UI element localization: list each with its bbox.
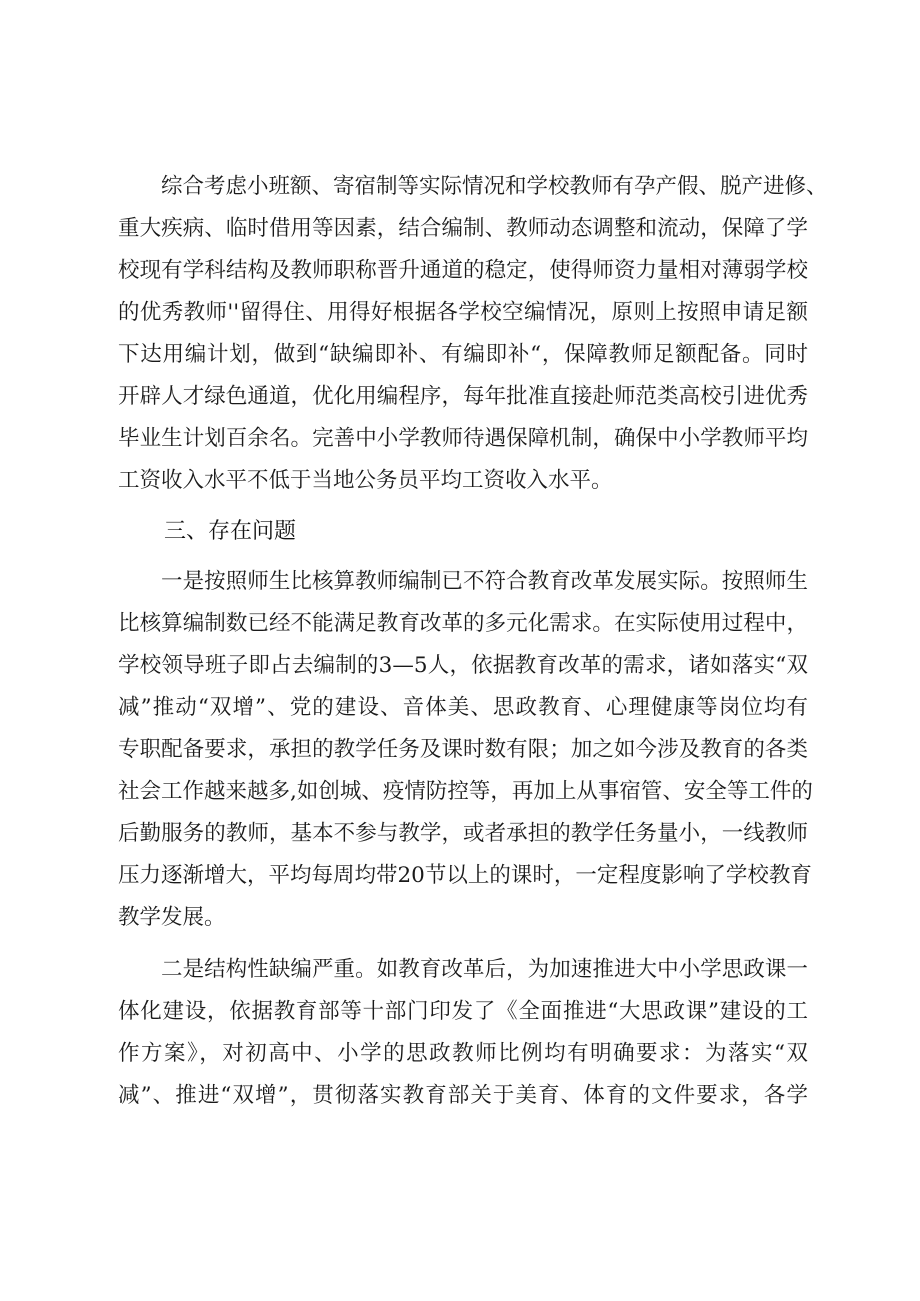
text-line: 作方案》，对初高中、小学的思政教师比例均有明确要求：为落实“双 (118, 1041, 808, 1066)
text-line: 的优秀教师''留得住、用得好根据各学校空编情况，原则上按照申请足额 (118, 300, 808, 325)
section-heading: 三、存在问题 (164, 519, 297, 544)
text-line: 下达用编计划，做到“缺编即补、有编即补“，保障教师足额配备。同时 (118, 342, 808, 367)
text-line: 二是结构性缺编严重。如教育改革后，为加速推进大中小学思政课一 (161, 957, 808, 982)
text-line: 一是按照师生比核算教师编制已不符合教育改革发展实际。按照师生 (161, 569, 808, 594)
text-line: 社会工作越来越多,如创城、疫情防控等，再加上从事宿管、安全等工件的 (118, 779, 813, 804)
text-line: 工资收入水平不低于当地公务员平均工资收入水平。 (118, 468, 613, 493)
text-line: 毕业生计划百余名。完善中小学教师待遇保障机制，确保中小学教师平均 (118, 426, 808, 451)
text-line: 专职配备要求，承担的教学任务及课时数有限；加之如今涉及教育的各类 (118, 737, 808, 762)
text-line: 综合考虑小班额、寄宿制等实际情况和学校教师有孕产假、脱产进修、 (161, 174, 828, 199)
text-line: 学校领导班子即占去编制的3—5人，依据教育改革的需求，诸如落实“双 (118, 653, 808, 678)
text-line: 重大疾病、临时借用等因素，结合编制、教师动态调整和流动，保障了学 (118, 216, 808, 241)
text-line: 校现有学科结构及教师职称晋升通道的稳定，使得师资力量相对薄弱学校 (118, 258, 808, 283)
text-line: 压力逐渐增大，平均每周均带20节以上的课时，一定程度影响了学校教育 (118, 863, 812, 888)
text-line: 开辟人才绿色通道，优化用编程序，每年批准直接赴师范类高校引进优秀 (118, 384, 808, 409)
text-line: 减”、推进“双增”，贯彻落实教育部关于美育、体育的文件要求，各学 (118, 1083, 808, 1108)
text-line: 教学发展。 (118, 905, 226, 930)
text-line: 比核算编制数已经不能满足教育改革的多元化需求。在实际使用过程中， (118, 611, 808, 636)
text-line: 后勤服务的教师，基本不参与教学，或者承担的教学任务量小，一线教师 (118, 821, 808, 846)
text-line: 体化建设，依据教育部等十部门印发了《全面推进“大思政课”建设的工 (118, 999, 808, 1024)
text-line: 减”推动“双增”、党的建设、音体美、思政教育、心理健康等岗位均有 (118, 695, 808, 720)
